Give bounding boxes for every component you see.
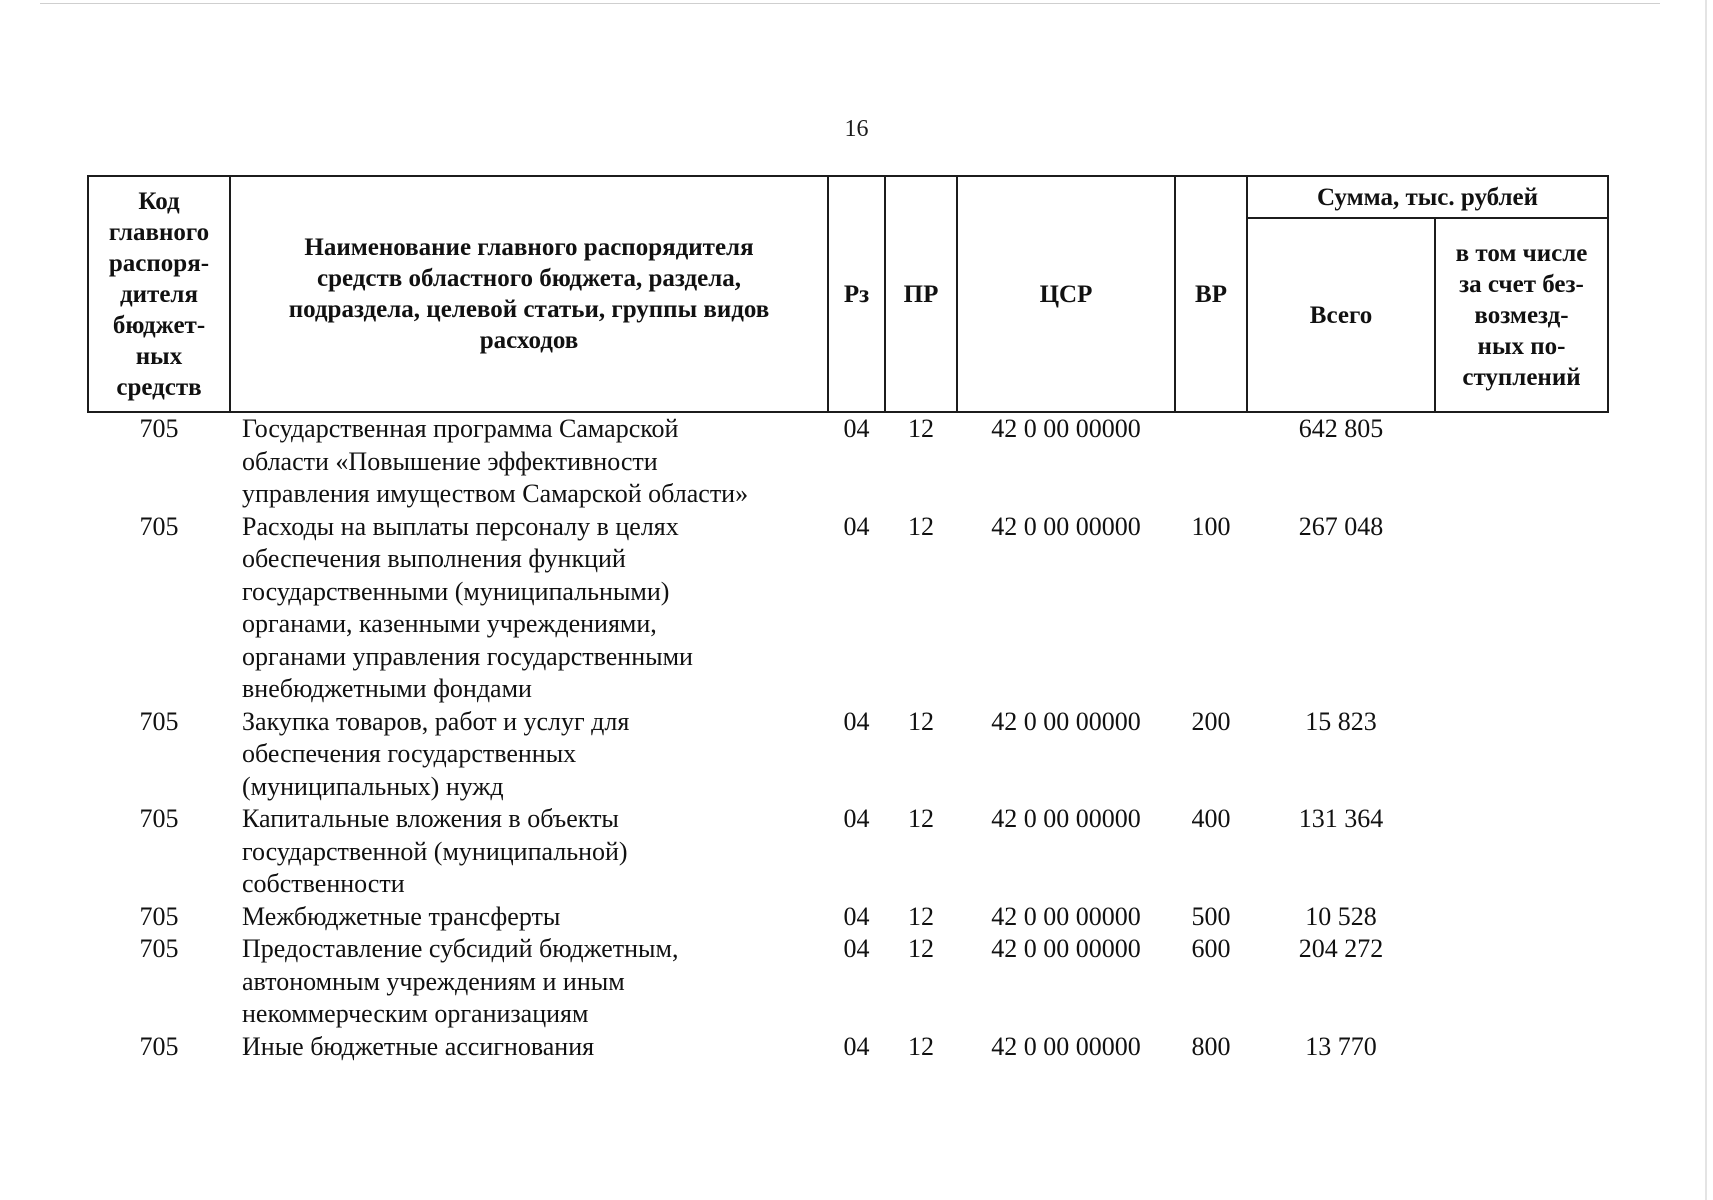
header-line: распоря- xyxy=(108,249,210,277)
page-number: 16 xyxy=(844,116,869,142)
cell-rz: 04 xyxy=(843,414,870,443)
cell-csr: 42 0 00 00000 xyxy=(991,1031,1141,1061)
cell-code: 705 xyxy=(139,934,179,963)
cell-free xyxy=(1435,933,1608,1031)
name-line: некоммерческим организациям xyxy=(242,999,589,1028)
name-line: Межбюджетные трансферты xyxy=(242,901,561,931)
cell-code: 705 xyxy=(139,804,179,833)
table-row xyxy=(88,412,1608,511)
cell-csr: 42 0 00 00000 xyxy=(991,414,1141,443)
name-line: Расходы на выплаты персоналу в целях xyxy=(242,511,679,541)
cell-vr: 100 xyxy=(1191,511,1231,541)
name-line: собственности xyxy=(242,869,405,898)
header-sum-group: Сумма, тыс. рублей xyxy=(1247,176,1608,218)
cell-code: 705 xyxy=(139,706,179,736)
cell-vr: 400 xyxy=(1191,804,1231,833)
header-rz: Рз xyxy=(828,176,885,412)
cell-csr: 42 0 00 00000 xyxy=(991,804,1141,833)
name-line: Закупка товаров, работ и услуг для xyxy=(242,706,630,736)
name-line: области «Повышение эффективности xyxy=(242,446,658,476)
cell-vr: 200 xyxy=(1191,706,1231,736)
cell-rz: 04 xyxy=(843,804,870,833)
cell-pr: 12 xyxy=(908,804,934,833)
header-pr: ПР xyxy=(885,176,957,412)
cell-free xyxy=(1435,803,1608,901)
cell-total: 204 272 xyxy=(1298,934,1384,963)
header-code xyxy=(88,176,230,412)
name-line: внебюджетными фондами xyxy=(242,674,532,703)
header-line: бюджет- xyxy=(112,311,206,339)
cell-free xyxy=(1435,706,1608,804)
header-free xyxy=(1435,218,1608,412)
table-body xyxy=(88,412,1608,1063)
name-line: (муниципальных) нужд xyxy=(242,771,504,801)
header-line: Наименование главного распорядителя xyxy=(304,234,754,261)
cell-vr: 500 xyxy=(1191,901,1231,931)
cell-rz: 04 xyxy=(843,706,870,736)
scan-top-edge xyxy=(40,3,1660,4)
cell-csr: 42 0 00 00000 xyxy=(991,706,1141,736)
cell-csr: 42 0 00 00000 xyxy=(991,511,1141,541)
name-line: обеспечения выполнения функций xyxy=(242,544,626,573)
cell-vr: 600 xyxy=(1191,934,1231,963)
cell-rz: 04 xyxy=(843,511,870,541)
cell-rz: 04 xyxy=(843,1031,870,1061)
table-header xyxy=(88,176,1608,412)
cell-total: 267 048 xyxy=(1298,511,1384,541)
header-total: Всего xyxy=(1247,218,1435,412)
cell-free xyxy=(1435,901,1608,934)
cell-vr: 800 xyxy=(1191,1031,1231,1061)
table-row xyxy=(88,901,1608,934)
name-line: Предоставление субсидий бюджетным, xyxy=(242,934,679,963)
header-line: ступлений xyxy=(1462,363,1581,391)
table-row xyxy=(88,706,1608,804)
budget-table xyxy=(87,175,1609,1063)
header-line: Код xyxy=(138,187,180,215)
cell-name xyxy=(230,803,828,901)
header-line: главного xyxy=(108,218,210,246)
header-line: за счет без- xyxy=(1459,270,1584,298)
cell-name xyxy=(230,412,828,511)
cell-code: 705 xyxy=(139,1031,179,1061)
cell-total: 13 770 xyxy=(1305,1031,1377,1061)
name-line: органами, казенными учреждениями, xyxy=(242,609,657,638)
cell-pr: 12 xyxy=(908,901,934,931)
header-name xyxy=(230,176,828,412)
cell-name xyxy=(230,511,828,706)
header-line: средств xyxy=(116,373,202,401)
table-row xyxy=(88,803,1608,901)
name-line: Государственная программа Самарской xyxy=(242,414,679,443)
table-row xyxy=(88,933,1608,1031)
cell-name xyxy=(230,1031,828,1064)
table-row xyxy=(88,511,1608,706)
header-line: расходов xyxy=(479,327,579,354)
cell-csr: 42 0 00 00000 xyxy=(991,901,1141,931)
name-line: Иные бюджетные ассигнования xyxy=(242,1031,595,1061)
cell-pr: 12 xyxy=(908,706,934,736)
header-line: ных xyxy=(135,342,183,370)
cell-free xyxy=(1435,412,1608,511)
cell-free xyxy=(1435,1031,1608,1064)
cell-vr xyxy=(1175,412,1247,511)
table-row xyxy=(88,1031,1608,1064)
scan-right-edge xyxy=(1705,0,1707,1200)
cell-code: 705 xyxy=(139,901,179,931)
cell-free xyxy=(1435,511,1608,706)
header-vr: ВР xyxy=(1175,176,1247,412)
cell-total: 131 364 xyxy=(1298,804,1384,833)
cell-pr: 12 xyxy=(908,1031,934,1061)
cell-name xyxy=(230,933,828,1031)
cell-code: 705 xyxy=(139,414,179,443)
cell-total: 10 528 xyxy=(1305,901,1377,931)
name-line: государственной (муниципальной) xyxy=(242,836,628,866)
name-line: государственными (муниципальными) xyxy=(242,576,670,606)
cell-code: 705 xyxy=(139,511,179,541)
header-line: в том числе xyxy=(1455,239,1588,267)
header-line: ных по- xyxy=(1477,332,1566,360)
header-csr: ЦСР xyxy=(957,176,1175,412)
cell-rz: 04 xyxy=(843,934,870,963)
cell-name xyxy=(230,706,828,804)
header-line: возмезд- xyxy=(1474,301,1569,329)
cell-total: 15 823 xyxy=(1305,706,1377,736)
cell-name xyxy=(230,901,828,934)
name-line: обеспечения государственных xyxy=(242,739,577,768)
name-line: органами управления государственными xyxy=(242,641,693,671)
header-line: подраздела, целевой статьи, группы видов xyxy=(288,296,770,323)
cell-pr: 12 xyxy=(908,414,934,443)
name-line: автономным учреждениям и иным xyxy=(242,966,625,996)
cell-pr: 12 xyxy=(908,511,934,541)
header-line: средств областного бюджета, раздела, xyxy=(316,265,742,292)
cell-rz: 04 xyxy=(843,901,870,931)
name-line: Капитальные вложения в объекты xyxy=(242,804,619,833)
header-line: дителя xyxy=(120,280,198,308)
cell-total: 642 805 xyxy=(1298,414,1384,443)
cell-pr: 12 xyxy=(908,934,934,963)
name-line: управления имуществом Самарской области» xyxy=(242,479,749,508)
cell-csr: 42 0 00 00000 xyxy=(991,934,1141,963)
